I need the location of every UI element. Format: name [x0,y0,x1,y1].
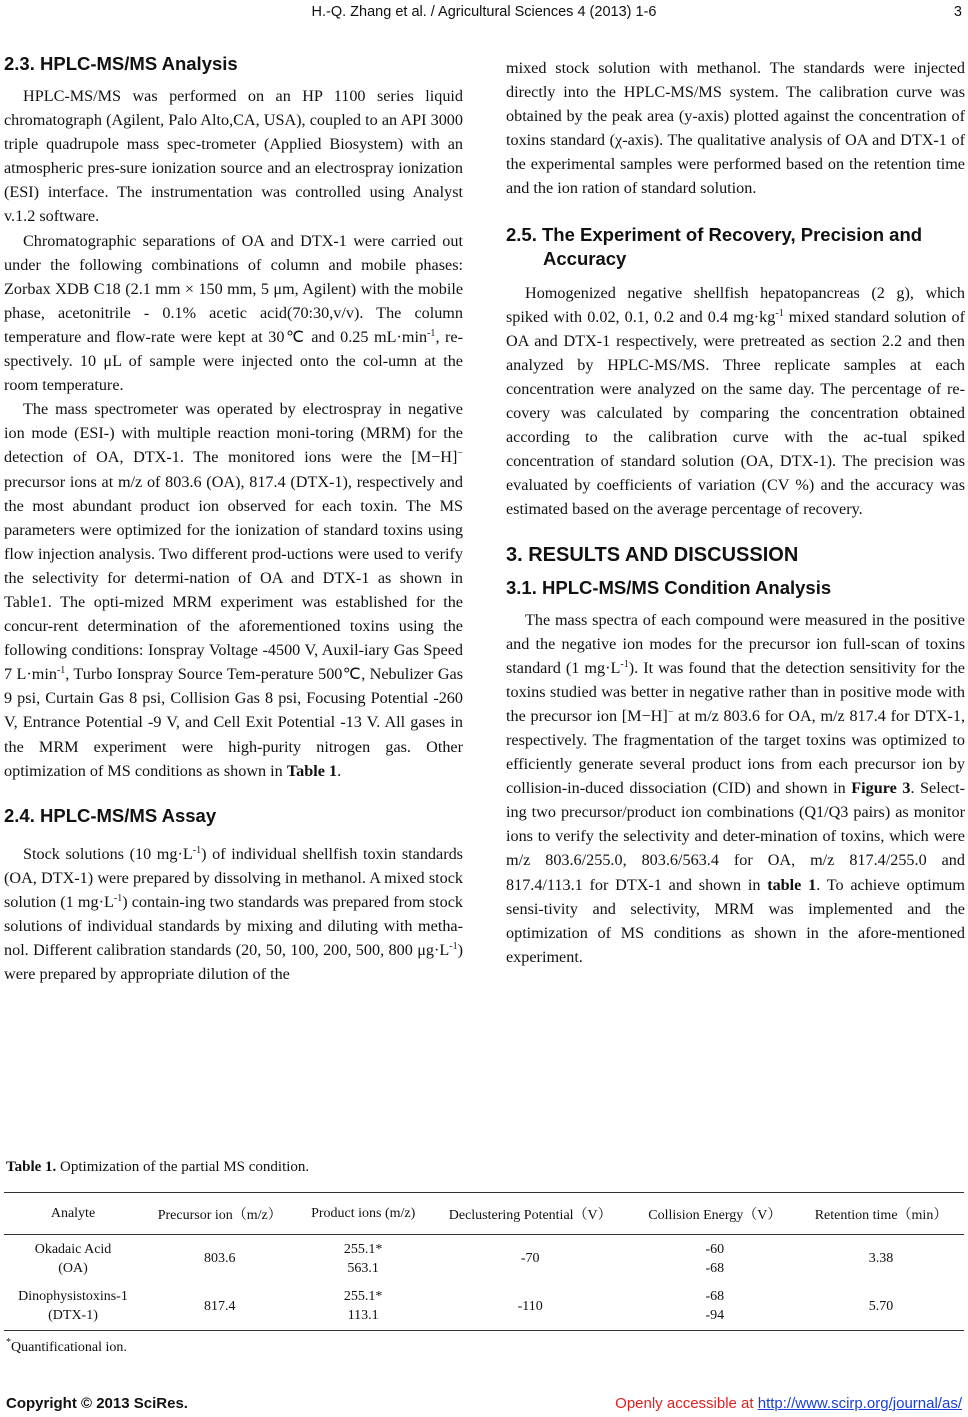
copyright-notice: Copyright © 2013 SciRes. [6,1395,188,1412]
section-2-3-heading: 2.3. HPLC-MS/MS Analysis [4,53,238,74]
precursor-cell: 817.4 [142,1283,297,1331]
section-2-4-heading: 2.4. HPLC-MS/MS Assay [4,804,217,826]
table-row [4,1283,964,1331]
collision-cell: -68 -94 [632,1283,799,1331]
page-number: 3 [953,4,962,20]
analyte-cell: Dinophysistoxins-1 (DTX-1) [4,1283,142,1331]
declustering-cell: -70 [520,1251,540,1267]
column-header: Collision Energy（V） [632,1193,799,1235]
section-3-1-heading: 3.1. HPLC-MS/MS Condition Analysis [506,576,832,598]
section-2-3-paragraph-1: HPLC-MS/MS was performed on an HP 1100 series liquid chromatograph (Agilent, Palo Alto,CA, USA), coupled to an API 3000 triple quadrupole mass spec-trometer (Applied Biosystem) with an atmospheric pres-sure ionization source and an electrospray ionization (ESI) interface. The instrumentation was controlled using Analyst v.1.2 software. [4,87,463,226]
product-cell: 255.1* 113.1 [297,1283,428,1331]
table-footnote: *Quantificational ion. [6,1337,127,1355]
column-header: Product ions (m/z) [297,1193,428,1235]
analyte-cell: Okadaic Acid (OA) [34,1241,112,1276]
section-3-heading: 3. RESULTS AND DISCUSSION [506,543,799,566]
ms-condition-table [4,1192,964,1331]
column-header: Precursor ion（m/z） [142,1193,297,1235]
table-caption: Table 1. Optimization of the partial MS condition. [6,1159,310,1175]
declustering-cell: -110 [429,1283,632,1331]
section-2-5-heading: 2.5. The Experiment of Recovery, Precision and Accuracy [506,223,923,269]
open-access-notice: Openly accessible at http://www.scirp.org/journal/as/ [615,1395,962,1412]
column-header: Analyte [4,1193,142,1235]
section-2-3-paragraph-2: Chromatographic separations of OA and DTX-1 were carried out under the following combinations of column and mobile phases: Zorbax XDB C18 (2.1 mm × 150 mm, 5 μm, Agilent) with the mobile phase, acetonitrile - 0.1% acetic acid(70:30,v/v). The column temperature and flow-rate were kept at 30℃ and 0.25 $mL\cdot\min^{-1}$, re-spectively. 10 μL of sample were injected onto the col-umn at the room temperature. [4,231,464,395]
right-column [506,56,965,969]
product-cell: 255.1* 563.1 [343,1241,383,1276]
column-header: Declustering Potential（V） [429,1193,632,1235]
table-header-row [4,1193,964,1235]
column-header: Retention time（min） [798,1193,964,1235]
retention-cell: 5.70 [798,1283,964,1331]
table-row [4,1235,964,1283]
left-column [4,52,463,986]
section-2-4-continuation: mixed stock solution with methanol. The standards were injected directly into the HPLC-MS/MS system. The calibration curve was obtained by the peak area (y-axis) plotted against the concentration of toxins standard (χ-axis). The qualitative analysis of OA and DTX-1 of the experimental samples were performed based on the retention time and the ion ration of standard solution. [506,59,965,198]
running-header [0,2,968,26]
journal-link[interactable]: http://www.scirp.org/journal/as/ [757,1395,962,1412]
precursor-cell: 803.6 [204,1251,236,1267]
section-3-1-paragraph-1: The mass spectra of each compound were measured in the positive and the negative ion modes for the precursor ion full-scan of toxins standard (1 $mg\cdot L^{-1}$). It was found that the detection sensitivity for the toxins studied was better in negative rather than in positive mode with the precursor ion [M−H]− at m/z 803.6 for OA, m/z 817.4 for DTX-1, respectively. The fragmentation of the target toxins was optimized to efficiently generate several product ions from each precursor ion by collision-in-duced dissociation (CID) and shown in Figure 3. Select-ing two precursor/product ion combinations (Q1/Q3 pairs) as monitor ions to verify the selectivity and deter-mination of toxins, which were m/z 803.6/255.0, 803.6/563.4 for OA, m/z 817.4/255.0 and 817.4/113.1 for DTX-1 and shown in table 1. To achieve optimum sensi-tivity and selectivity, MRM was implemented and the optimization of MS conditions as shown in the afore-mentioned experiment. [506,610,965,966]
running-title: H.-Q. Zhang et al. / Agricultural Sciences 4 (2013) 1-6 [311,4,657,20]
section-2-3-paragraph-3: The mass spectrometer was operated by electrospray in negative ion mode (ESI-) with multiple reaction moni-toring (MRM) for the detection of OA, DTX-1. The monitored ions were the [M−H]− precursor ions at m/z of 803.6 (OA), 817.4 (DTX-1), respectively and the most abundant product ion observed for each toxin. The MS parameters were optimized for the ionization of standard toxins using flow injection analysis. Two different prod-uctions were used to verify the selectivity for determi-nation of OA and DTX-1 as shown in Table1. The opti-mized MRM experiment was established for the concur-rent determination of the aforementioned toxins using the following conditions: Ionspray Voltage -4500 V, Auxil-iary Gas Speed 7 $L\cdot\min^{-1}$, Turbo Ionspray Source Tem-perature 500℃, Nebulizer Gas 9 psi, Curtain Gas 8 psi, Collision Gas 8 psi, Focusing Potential -260 V, Entrance Potential -9 V, and Cell Exit Potential -13 V. All gases in the MRM experiment were high-purity nitrogen gas. Other optimization of MS conditions as shown in Table 1. [4,400,463,780]
section-2-4-paragraph-1: Stock solutions (10 $mg\cdot L^{-1}$) of individual shellfish toxin standards (OA, DTX-1) were prepared by dissolving in methanol. A mixed stock solution (1 $mg\cdot L^{-1}$) contain-ing two standards was prepared from stock solutions of individual standards by mixing and diluting with metha-nol. Different calibration standards (20, 50, 100, 200, 500, 800 $\mu g\cdot L^{-1}$) were prepared by appropriate dilution of the [4,844,463,984]
collision-cell: -60 -68 [705,1241,725,1276]
section-2-5-paragraph-1: Homogenized negative shellfish hepatopancreas (2 g), which spiked with 0.02, 0.1, 0.2 and 0.4 $mg\cdot kg^{-1}$ mixed standard solution of OA and DTX-1 respectively, were pretreated as section 2.2 and then analyzed by HPLC-MS/MS. Three replicate samples at each concentration were analyzed on the same day. The percentage of re-covery was calculated by comparing the concentration obtained according to the calibration curve with the ac-tual spiked concentration of standard solution (OA, DTX-1). The precision was evaluated by coefficients of variation (CV %) and the accuracy was estimated based on the average percentage of recovery. [506,283,965,519]
retention-cell: 3.38 [868,1251,894,1267]
